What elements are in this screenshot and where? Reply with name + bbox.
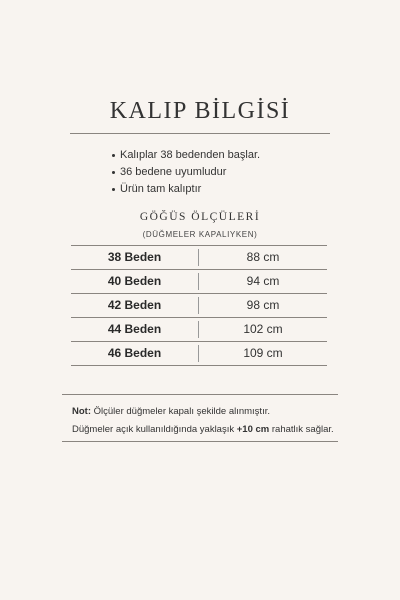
note-line-1 [72, 403, 334, 421]
note-text: rahatlık sağlar. [271, 424, 334, 435]
size-cell: 44 Beden [107, 322, 162, 336]
size-cell: 42 Beden [107, 298, 162, 312]
section-subtitle: (DÜĞMELER KAPALIYKEN) [142, 230, 258, 239]
page-title: KALIP BİLGİSİ [109, 98, 291, 124]
measurement-cell: 88 cm [246, 250, 280, 264]
table-row [71, 294, 327, 318]
note-text: Ölçüler düğmeler kapalı şekilde alınmıştır. [93, 406, 270, 417]
table-row [71, 318, 327, 342]
measurement-cell: 94 cm [246, 274, 280, 288]
measurement-cell: 102 cm [243, 322, 283, 336]
note-line-2 [72, 421, 334, 439]
size-cell: 38 Beden [107, 250, 162, 264]
measurement-cell: 98 cm [246, 298, 280, 312]
size-table [71, 245, 327, 366]
list-item: Kalıplar 38 bedenden başlar. [112, 147, 260, 164]
note-divider-bottom [62, 441, 338, 442]
size-cell: 46 Beden [107, 346, 162, 360]
note-text: Düğmeler açık kullanıldığında yaklaşık [72, 424, 235, 435]
note-block [72, 403, 334, 439]
size-cell: 40 Beden [107, 274, 162, 288]
title-divider [70, 133, 330, 134]
measurement-cell: 109 cm [243, 346, 283, 360]
note-emphasis: +10 cm [236, 424, 270, 435]
table-row [71, 246, 327, 270]
table-row [71, 270, 327, 294]
fit-info-list [112, 147, 260, 198]
list-item: 36 bedene uyumludur [112, 164, 260, 181]
note-label: Not: [72, 406, 91, 417]
table-row [71, 342, 327, 366]
note-divider-top [62, 394, 338, 395]
section-title: GÖĞÜS ÖLÇÜLERİ [139, 211, 261, 223]
list-item: Ürün tam kalıptır [112, 181, 260, 198]
